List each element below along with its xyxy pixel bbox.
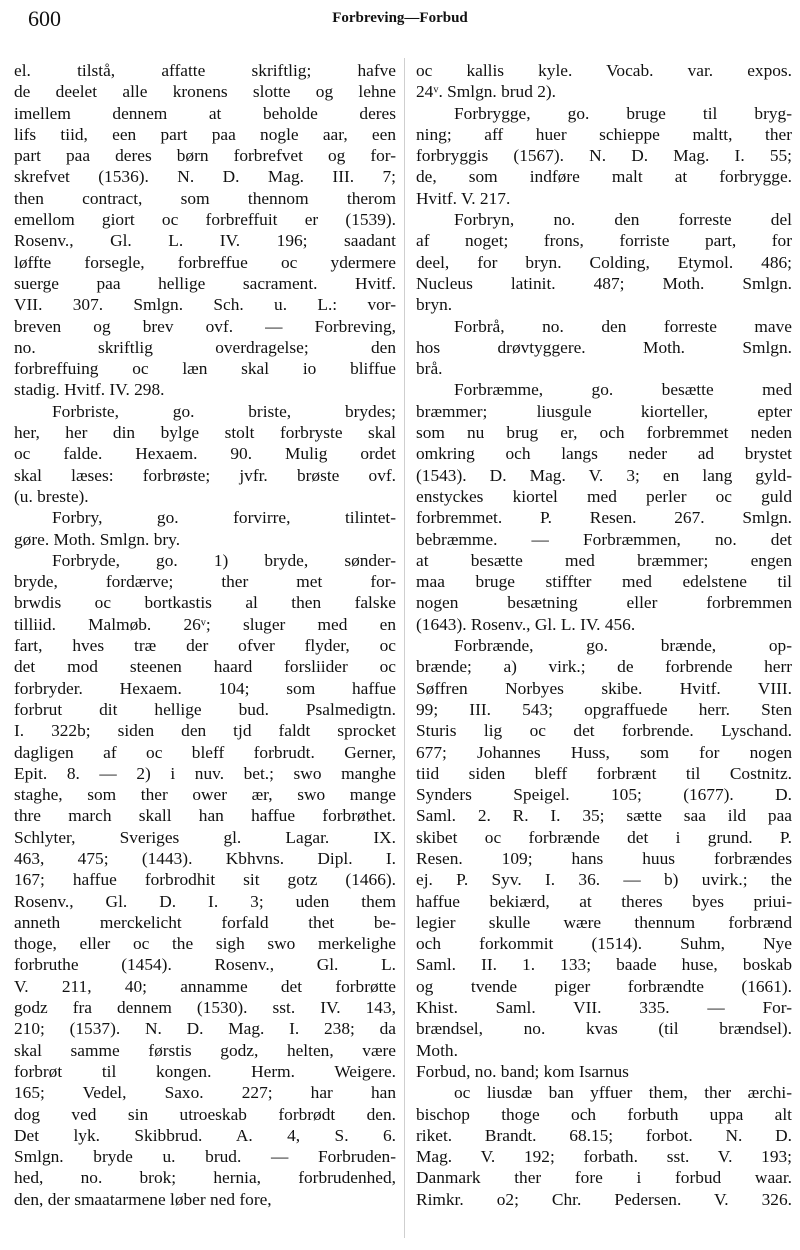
text-line: Forbræmme, go. besætte med: [454, 380, 792, 400]
running-head: Forbreving—Forbud: [332, 10, 468, 26]
text-line: (1643). Rosenv., Gl. L. IV. 456.: [416, 614, 636, 634]
text-line: dagligen af oc bleff forbrudt. Gerner,: [14, 742, 396, 762]
text-line: 165; Vedel, Saxo. 227; har han: [14, 1083, 396, 1103]
text-line: breven og brev ovf. — Forbreving,: [14, 316, 396, 336]
text-line: det mod steenen haard forsliider oc: [14, 657, 396, 677]
text-line: forbrøt til kongen. Herm. Weigere.: [14, 1061, 396, 1081]
text-line: thoge, eller oc the sigh swo merkelighe: [14, 934, 396, 954]
text-line: forbruthe (1454). Rosenv., Gl. L.: [14, 955, 396, 975]
text-line: Saml. 2. R. I. 35; sætte saa ild paa: [416, 806, 792, 826]
text-line: her, her din bylge stolt forbryste skal: [14, 423, 396, 443]
text-line: brå.: [416, 359, 443, 379]
text-line: Forbryn, no. den forreste del: [454, 210, 792, 230]
text-line: Moth.: [416, 1040, 458, 1060]
text-line: I. 322b; siden den tjd faldt sprocket: [14, 721, 396, 741]
text-line: Forbrænde, go. brænde, op-: [454, 636, 792, 656]
text-line: 24ᵛ. Smlgn. brud 2).: [416, 82, 556, 102]
text-line: de deelet alle kronens slotte og lehne: [14, 82, 396, 102]
text-line: Khist. Saml. VII. 335. — For-: [416, 998, 792, 1018]
text-line: ej. P. Syv. I. 36. — b) uvirk.; the: [416, 870, 792, 890]
text-line: bryde, fordærve; ther met for-: [14, 572, 396, 592]
text-line: maa bruge stiffter med edelstene til: [416, 572, 792, 592]
text-line: forbreffuing oc læn skal io bliffue: [14, 359, 396, 379]
text-line: Forbrygge, go. bruge til bryg-: [454, 103, 792, 123]
text-line: anneth merckelicht forfald thet be-: [14, 912, 396, 932]
text-line: at besætte med bræmmer; engen: [416, 550, 792, 570]
text-line: Synders Speigel. 105; (1677). D.: [416, 785, 792, 805]
text-line: oc kallis kyle. Vocab. var. expos.: [416, 61, 792, 80]
text-line: omkring och langs neder ad brystet: [416, 444, 792, 464]
page-number: 600: [28, 6, 61, 31]
text-line: Forbryde, go. 1) bryde, sønder-: [52, 550, 396, 570]
text-line: el. tilstå, affatte skriftlig; hafve: [14, 61, 396, 80]
text-line: part paa deres børn forbrefvet og for-: [14, 146, 396, 166]
text-line: Sturis lig oc det forbrende. Lyschand.: [416, 721, 792, 741]
text-line: den, der smaatarmene løber ned fore,: [14, 1189, 272, 1209]
text-line: 210; (1537). N. D. Mag. I. 238; da: [14, 1019, 396, 1039]
text-line: lifs tiid, een part paa nogle aar, een: [14, 124, 396, 144]
text-line: Mag. V. 192; forbath. sst. V. 193;: [416, 1147, 792, 1167]
text-line: ning; aff huer schieppe maltt, ther: [416, 124, 792, 144]
text-line: haffue bekiærd, at theres byes priui-: [416, 891, 792, 911]
text-line: och forkommit (1514). Suhm, Nye: [416, 934, 792, 954]
text-line: forbrut dit hellige bud. Psalmedigtn.: [14, 699, 396, 719]
text-line: stadig. Hvitf. IV. 298.: [14, 380, 165, 400]
text-line: Rosenv., Gl. D. I. 3; uden them: [14, 891, 396, 911]
text-line: 99; III. 543; opgraffuede herr. Sten: [416, 699, 792, 719]
text-line: Søffren Norbyes skibe. Hvitf. VIII.: [416, 678, 792, 698]
text-line: tiid siden bleff forbrænt til Costnitz.: [416, 763, 792, 783]
text-line: Resen. 109; hans huus forbrændes: [416, 848, 792, 868]
text-line: 677; Johannes Huss, som for nogen: [416, 742, 792, 762]
text-line: de, som indføre malt at forbrygge.: [416, 167, 792, 187]
text-line: forbryder. Hexaem. 104; som haffue: [14, 678, 396, 698]
text-line: godz fra dennem (1530). sst. IV. 143,: [14, 998, 396, 1018]
text-line: (u. breste).: [14, 486, 89, 506]
text-line: Forbrå, no. den forreste mave: [454, 316, 792, 336]
text-line: forbryggis (1567). N. D. Mag. I. 55;: [416, 146, 792, 166]
text-line: Forbud, no. band; kom Isarnus: [416, 1061, 629, 1081]
text-line: som nu brug er, och forbremmet neden: [416, 423, 792, 443]
page-header: [0, 4, 800, 34]
text-line: og tvende piger forbrændte (1661).: [416, 976, 792, 996]
text-line: thre march skall han haffue forbrøthet.: [14, 806, 396, 826]
right-column: [416, 60, 792, 1210]
left-column: [14, 60, 396, 1210]
column-divider: [404, 58, 405, 1238]
text-line: Forbriste, go. briste, brydes;: [52, 401, 396, 421]
text-line: brænde; a) virk.; de forbrende herr: [416, 657, 792, 677]
text-line: V. 211, 40; annamme det forbrøtte: [14, 976, 396, 996]
text-line: Nucleus latinit. 487; Moth. Smlgn.: [416, 273, 792, 293]
text-line: dog ved sin utroeskab forbrødt den.: [14, 1104, 396, 1124]
text-line: af noget; frons, forriste part, for: [416, 231, 792, 251]
text-line: Epit. 8. — 2) i nuv. bet.; swo manghe: [14, 763, 396, 783]
text-line: tilliid. Malmøb. 26ᵛ; sluger med en: [14, 614, 396, 634]
text-line: (1543). D. Mag. V. 3; en lang gyld-: [416, 465, 792, 485]
text-line: skibet oc forbrænde det i grund. P.: [416, 827, 792, 847]
text-line: legier skulle wære thennum forbrænd: [416, 912, 792, 932]
text-line: Danmark ther fore i forbud waar.: [416, 1168, 792, 1188]
text-line: bræmmer; liusgule kiorteller, epter: [416, 401, 792, 421]
text-line: Smlgn. bryde u. brud. — Forbruden-: [14, 1147, 396, 1167]
text-line: deel, for bryn. Colding, Etymol. 486;: [416, 252, 792, 272]
text-line: 167; haffue forbrodhit sit gotz (1466).: [14, 870, 396, 890]
text-line: hed, no. brok; hernia, forbrudenhed,: [14, 1168, 396, 1188]
text-line: skal læses: forbrøste; jvfr. brøste ovf.: [14, 465, 396, 485]
text-line: fart, hves træ der ofver flyder, oc: [14, 636, 396, 656]
text-line: brwdis oc bortkastis al then falske: [14, 593, 396, 613]
text-line: then contract, som thennom therom: [14, 188, 396, 208]
text-line: riket. Brandt. 68.15; forbot. N. D.: [416, 1125, 792, 1145]
text-line: Schlyter, Sveriges gl. Lagar. IX.: [14, 827, 396, 847]
text-line: brændsel, no. kvas (til brændsel).: [416, 1019, 792, 1039]
text-line: 463, 475; (1443). Kbhvns. Dipl. I.: [14, 848, 396, 868]
text-line: VII. 307. Smlgn. Sch. u. L.: vor-: [14, 295, 396, 315]
text-line: gøre. Moth. Smlgn. bry.: [14, 529, 181, 549]
text-line: suerge paa hellige sacrament. Hvitf.: [14, 273, 396, 293]
text-line: Hvitf. V. 217.: [416, 188, 511, 208]
text-line: skrefvet (1536). N. D. Mag. III. 7;: [14, 167, 396, 187]
text-line: Saml. II. 1. 133; baade huse, boskab: [416, 955, 792, 975]
text-line: imellem dennem at beholde deres: [14, 103, 396, 123]
text-line: staghe, som ther ower ær, swo mange: [14, 785, 396, 805]
text-line: Rosenv., Gl. L. IV. 196; saadant: [14, 231, 396, 251]
text-line: no. skriftlig overdragelse; den: [14, 337, 396, 357]
text-line: skal samme førstis godz, helten, være: [14, 1040, 396, 1060]
text-line: forbremmet. P. Resen. 267. Smlgn.: [416, 508, 792, 528]
text-line: oc falde. Hexaem. 90. Mulig ordet: [14, 444, 396, 464]
text-line: nogen besætning eller forbremmen: [416, 593, 792, 613]
text-line: enstyckes kiortel med perler oc guld: [416, 486, 792, 506]
text-line: bebræmme. — Forbræmmen, no. det: [416, 529, 792, 549]
text-line: Det lyk. Skibbrud. A. 4, S. 6.: [14, 1125, 396, 1145]
text-line: bischop thoge och forbuth uppa alt: [416, 1104, 792, 1124]
text-line: oc liusdæ ban yffuer them, ther ærchi-: [454, 1083, 792, 1103]
text-line: Forbry, go. forvirre, tilintet-: [52, 508, 396, 528]
text-line: bryn.: [416, 295, 453, 315]
text-line: Rimkr. o2; Chr. Pedersen. V. 326.: [416, 1189, 792, 1209]
text-line: hos drøvtyggere. Moth. Smlgn.: [416, 337, 792, 357]
text-line: emellom giort oc forbreffuit er (1539).: [14, 210, 396, 230]
text-line: løffte forsegle, forbreffue oc ydermere: [14, 252, 396, 272]
